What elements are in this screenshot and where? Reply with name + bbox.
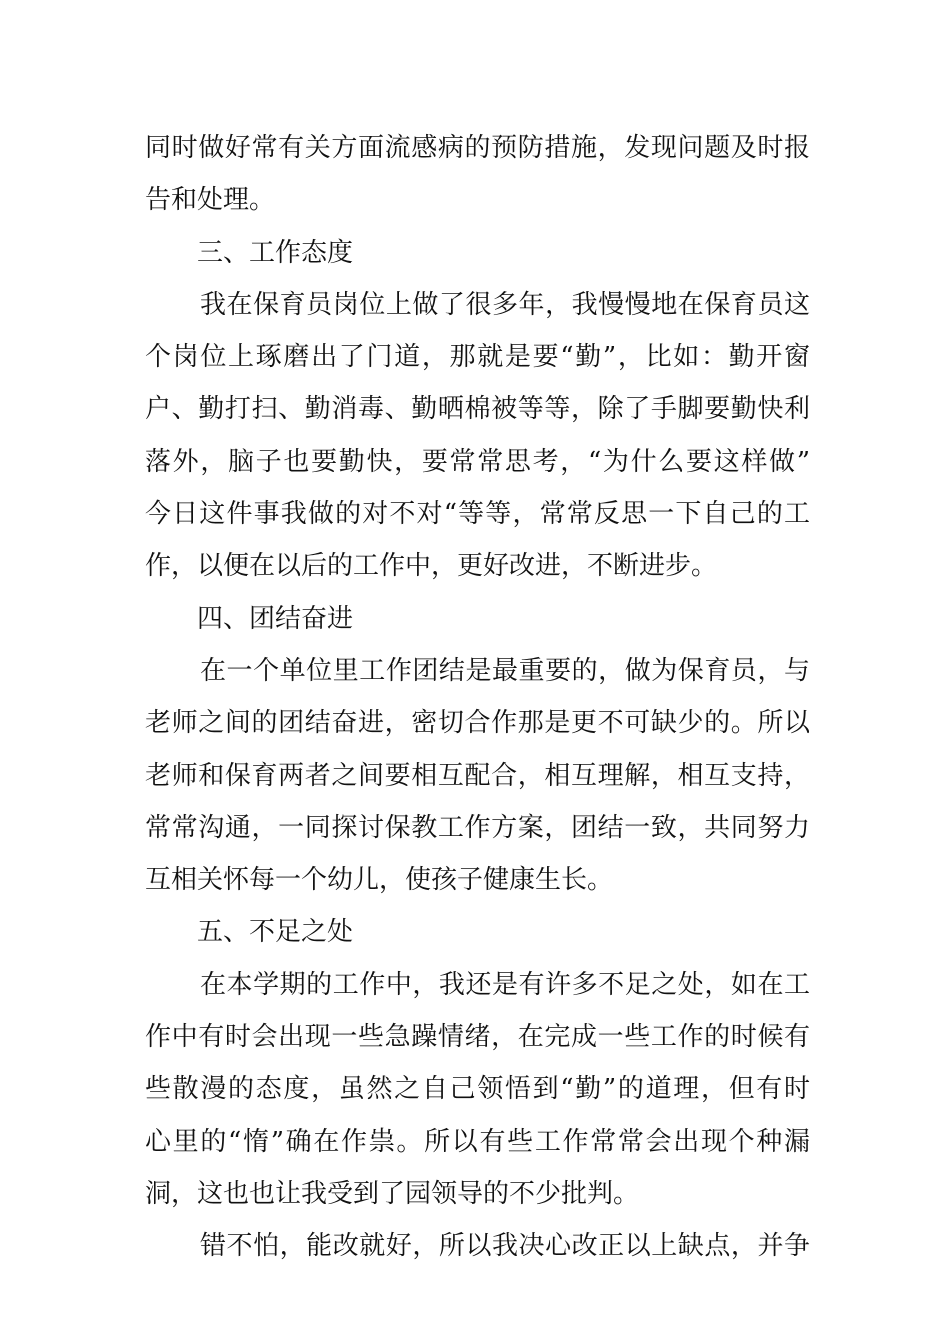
- text-line: 同时做好常有关方面流感病的预防措施，发现问题及时报: [145, 133, 810, 163]
- text-line: 互相关怀每一个幼儿，使孩子健康生长。: [145, 865, 614, 896]
- text-line: 落外，脑子也要勤快，要常常思考，“为什么要这样做”: [145, 446, 810, 477]
- text-line: 老师和保育两者之间要相互配合，相互理解，相互支持，: [145, 760, 810, 791]
- text-line: 作中有时会出现一些急躁情绪，在完成一些工作的时候有: [145, 1022, 810, 1053]
- text-line: 洞，这也也让我受到了园领导的不少批判。: [145, 1178, 640, 1209]
- text-line: 老师之间的团结奋进，密切合作那是更不可缺少的。所以: [145, 708, 810, 739]
- text-line: 在本学期的工作中，我还是有许多不足之处，如在工: [200, 969, 810, 1000]
- section-heading: 四、团结奋进: [197, 603, 354, 634]
- text-line: 我在保育员岗位上做了很多年，我慢慢地在保育员这: [200, 289, 810, 320]
- text-line: 常常沟通，一同探讨保教工作方案，团结一致，共同努力: [145, 812, 810, 843]
- text-line: 户、勤打扫、勤消毒、勤晒棉被等等，除了手脚要勤快利: [145, 394, 810, 425]
- section-heading: 五、不足之处: [197, 917, 354, 948]
- text-line: 作，以便在以后的工作中，更好改进，不断进步。: [145, 551, 718, 582]
- text-line: 告和处理。: [145, 185, 276, 216]
- section-heading: 三、工作态度: [197, 237, 354, 268]
- text-line: 今日这件事我做的对不对“等等，常常反思一下自己的工: [145, 499, 810, 530]
- text-line: 心里的“惰”确在作祟。所以有些工作常常会出现个种漏: [145, 1126, 810, 1157]
- document-page: [145, 122, 810, 1273]
- text-line: 个岗位上琢磨出了门道，那就是要“勤”，比如：勤开窗: [145, 342, 810, 373]
- text-line: 些散漫的态度，虽然之自己领悟到“勤”的道理，但有时: [145, 1074, 810, 1105]
- text-line: 错不怕，能改就好，所以我决心改正以上缺点，并争: [200, 1231, 810, 1262]
- text-line: 在一个单位里工作团结是最重要的，做为保育员，与: [200, 655, 810, 686]
